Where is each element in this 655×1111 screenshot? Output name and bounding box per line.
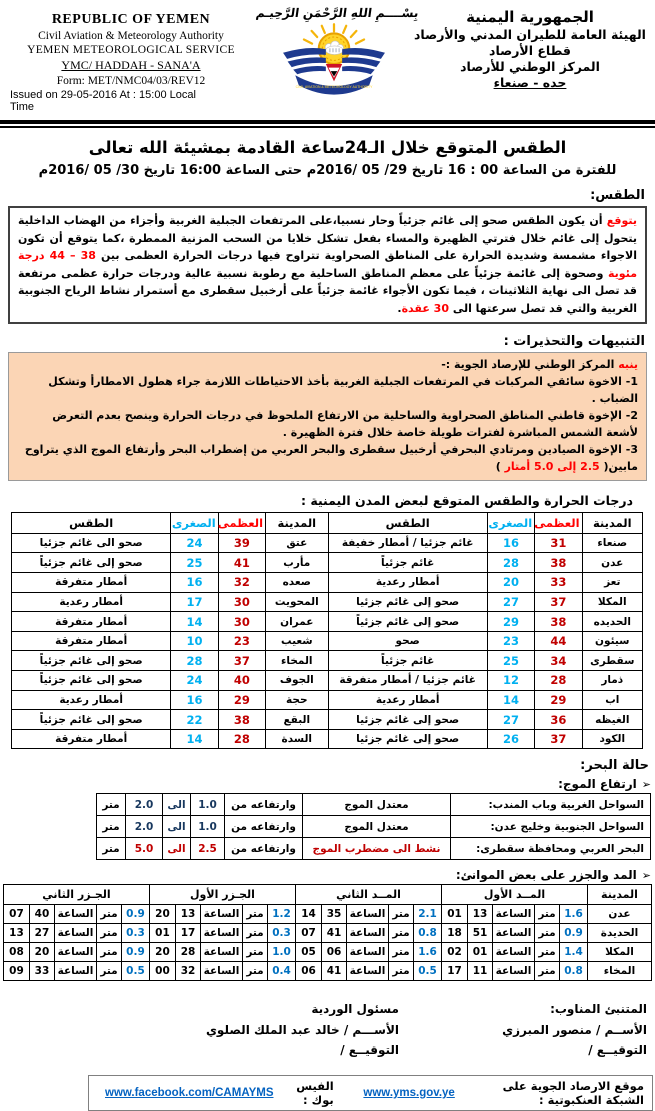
col-header-tide-group: المــد الثاني [296,885,442,905]
tide-minute: 27 [29,924,54,943]
port-name: المكلا [588,943,652,962]
city-name: الكود [582,729,642,749]
max-temp: 23 [218,631,265,651]
col-header-min: الصغرى [487,512,534,533]
min-temp: 14 [487,690,534,710]
min-temp: 27 [487,592,534,612]
meter-label: متر [243,943,268,962]
temperature-row [12,710,643,730]
min-temp: 14 [171,729,218,749]
wave-height-heading [0,777,651,791]
meter-label: متر [535,905,560,924]
tide-minute: 13 [176,905,201,924]
to-word: الى [163,816,191,838]
col-header-city: المدينة [588,885,652,905]
meter-label: متر [535,962,560,981]
tide-height: 1.6 [414,943,442,962]
warnings-lead-red: ينبه [618,357,638,371]
forecast-text-1: أن يكون الطقس صحو إلى غائم جزئياً وحار نسبيا،على المرتفعات الجبلية الغربية وأجزاء من الهضاب الداخلية يتحول إلى غائم خلال فترتي الظهيرة والمساء بفعل تشكل خلايا من السحب المزنية الممطرة ،كما يتوقع أن تكون الاجواء مشمسة وشديدة الحرارة على المناطق الصحراوية تتراوح فيها درجات الحرارة العظمى بين [18,214,637,263]
hour-label: الساعة [493,962,535,981]
max-temp: 30 [218,612,265,632]
city-name: عدن [582,553,642,573]
col-header-max: العظمى [535,512,582,533]
section-sea-heading: حالة البحر: [580,758,649,774]
meter-label: متر [96,924,121,943]
col-header-city: المدينة [266,512,328,533]
tide-minute: 17 [176,924,201,943]
forecast-text-2: وصحوة إلى غائمة جزئياً على معظم المناطق الساحلية مع رطوبة نسبية عالية ودرجات حرارة عظمى مرتفعة قد تصل الى نهاية الثلاثينات ، فيما تكون الأجواء غائمة جزئياً على أرخبيل سقطرى مع أستمرار نشاط الرياح الجنوبية الغربية والتي قد تصل سرعتها الى [18,266,637,315]
tide-height: 0.8 [560,962,588,981]
signature-area [0,999,651,1060]
temperature-row [12,729,643,749]
office-location-en: YMC/ HADDAH - SANA'A [61,58,201,72]
meter-label: متر [243,962,268,981]
city-name: حجة [266,690,328,710]
temperature-row [12,631,643,651]
wave-height-to: 5.0 [126,838,163,860]
col-header-min: الصغرى [171,512,218,533]
sea-state-row [97,816,651,838]
tide-minute: 35 [322,905,347,924]
unit-label: متر [97,838,126,860]
separator-thin-rule [0,126,655,128]
meter-label: متر [389,924,414,943]
min-temp: 16 [171,573,218,593]
tide-hour: 08 [3,943,29,962]
meter-label: متر [243,924,268,943]
tide-hour: 17 [442,962,468,981]
hour-label: الساعة [201,905,243,924]
temperature-row [12,612,643,632]
meter-label: متر [96,905,121,924]
bulletin-title: الطقس المتوقع خلال الـ24ساعة القادمة بمشيئة الله تعالى [88,138,567,157]
shift-officer-role: مسئول الوردية [311,1002,399,1017]
tide-height: 0.9 [121,943,149,962]
letterhead-arabic [411,6,649,90]
hour-label: الساعة [54,962,96,981]
tide-height: 0.9 [121,905,149,924]
min-temp: 28 [487,553,534,573]
warning-item-3-text: 3- الإخوة الصيادين ومرتادي البحرفي أرخبيل سقطرى والبحر العربي من إضطراب البحر وأرتفاع الموج الذي يتراوح مابين( [24,442,638,473]
tide-minute: 28 [176,943,201,962]
weather-desc: صحو إلى غائم جزئيا [328,592,487,612]
col-header-tide-group: الجـزر الأول [149,885,295,905]
to-word: الى [163,794,191,816]
meter-label: متر [535,924,560,943]
meter-label: متر [96,943,121,962]
max-temp: 32 [218,573,265,593]
warning-item-3-close: ) [495,459,505,473]
forecast-wind-speed: 30 عقدة [401,301,449,315]
tide-minute: 01 [468,943,493,962]
min-temp: 16 [171,690,218,710]
tide-height: 0.3 [121,924,149,943]
rise-label: وارتفاعه من [225,838,303,860]
forecast-paragraph [8,206,647,324]
port-name: عدن [588,905,652,924]
yemen-flag-icon [325,64,341,81]
tide-hour: 00 [149,962,175,981]
city-name: الحديده [582,612,642,632]
weather-desc: أمطار متفرقة [12,631,171,651]
max-temp: 44 [535,631,582,651]
min-temp: 12 [487,671,534,691]
temperature-row [12,651,643,671]
city-name: شعيب [266,631,328,651]
forecaster-signature-block [399,999,651,1060]
center-name-ar: المركز الوطني للأرصاد [460,59,600,74]
hour-label: الساعة [347,924,389,943]
min-temp: 20 [487,573,534,593]
tide-height: 1.0 [268,943,296,962]
forecast-lead: يتوقع [606,214,637,227]
min-temp: 24 [171,671,218,691]
city-name: سقطرى [582,651,642,671]
to-word: الى [163,838,191,860]
bismillah-calligraphy: بِسْــــمِ اللهِ الرَّحْمَنِ الرَّحِيـم [255,6,420,20]
warnings-lead-text: المركز الوطني للإرصاد الجوية :- [441,357,619,371]
city-name: ذمار [582,671,642,691]
city-name: عتق [266,533,328,553]
bulletin-body [0,138,655,1111]
tide-hour: 20 [149,943,175,962]
tide-hour: 18 [442,924,468,943]
issued-time-clipped: Time [10,101,35,113]
tide-hour: 20 [149,905,175,924]
weather-desc: أمطار رعدية [328,573,487,593]
wave-height-from: 1.0 [191,816,225,838]
logo-banner-text: CIVIL AVIATION & METEOROLOGY AUTHORITY [295,84,372,89]
temperature-row [12,592,643,612]
warning-item-3-range: 2.5 إلى 5.0 أمتار [504,459,600,473]
weather-desc: أمطار متفرقة [12,612,171,632]
tide-hour: 01 [149,924,175,943]
tide-minute: 41 [322,924,347,943]
weather-desc: أمطار رعدية [12,690,171,710]
col-header-tide-group: الجـزر الثاني [3,885,149,905]
forecast-temp-range: 38 – 44 درجة مئوية [18,249,637,280]
camay-logo [281,22,387,104]
city-name: سيئون [582,631,642,651]
unit-label: متر [97,794,126,816]
city-name: تعز [582,573,642,593]
wave-description: نشط الى مضطرب الموج [303,838,451,860]
max-temp: 37 [218,651,265,671]
min-temp: 29 [487,612,534,632]
min-temp: 26 [487,729,534,749]
website-box [88,1075,653,1111]
city-name: السدة [266,729,328,749]
city-name: الغيظه [582,710,642,730]
tides-table [3,884,652,981]
authority-name-en: Civil Aviation & Meteorology Authority [38,30,224,42]
tide-height: 1.6 [560,905,588,924]
city-name: المحويت [266,592,328,612]
min-temp: 27 [487,710,534,730]
hour-label: الساعة [347,943,389,962]
temperature-row [12,553,643,573]
col-header-weather: الطقس [328,512,487,533]
tide-minute: 13 [468,905,493,924]
wave-height-label: ارتفاع الموج: [558,777,637,792]
tides-label: المد والجزر على بعض الموانئ: [455,868,637,883]
tide-height: 0.8 [414,924,442,943]
weather-desc: صحو الى غائم جزئيا [12,533,171,553]
min-temp: 17 [171,592,218,612]
hour-label: الساعة [347,905,389,924]
max-temp: 33 [535,573,582,593]
unit-label: متر [97,816,126,838]
wave-description: معتدل الموج [303,794,451,816]
weather-desc: صحو إلى غائم جزئياً [12,671,171,691]
max-temp: 40 [218,671,265,691]
letterhead-english [6,6,256,113]
hour-label: الساعة [54,905,96,924]
weather-desc: أمطار رعدية [12,592,171,612]
weather-desc: صحو إلى غائم جزئياً [12,710,171,730]
wave-height-to: 2.0 [126,816,163,838]
tides-heading [0,868,651,882]
max-temp: 37 [535,592,582,612]
warning-item-3 [17,441,638,475]
tide-row [3,924,651,943]
hour-label: الساعة [201,924,243,943]
letterhead-center [255,6,420,108]
weather-desc: أمطار رعدية [328,690,487,710]
hour-label: الساعة [54,943,96,962]
max-temp: 37 [535,729,582,749]
max-temp: 29 [535,690,582,710]
issued-on-line: Issued on 29-05-2016 At : 15:00 Local [10,89,196,101]
max-temp: 30 [218,592,265,612]
max-temp: 38 [535,553,582,573]
weather-desc: غائم جزئيا / أمطار خفيفة [328,533,487,553]
min-temp: 23 [487,631,534,651]
separator-thick-rule [0,120,655,124]
coast-label: السواحل الجنوبية وخليج عدن: [451,816,651,838]
max-temp: 36 [535,710,582,730]
website-label: موقع الارصاد الجوية على الشبكة العنكبوتية : [502,1078,644,1107]
temperature-row [12,690,643,710]
tide-height: 0.9 [560,924,588,943]
section-warnings-heading: التنبيهات والتحذيرات : [503,333,645,349]
min-temp: 25 [487,651,534,671]
hour-label: الساعة [493,905,535,924]
city-name: المخاء [266,651,328,671]
forecaster-name: الأســم / منصور المبرزي [502,1022,647,1037]
rise-label: وارتفاعه من [225,816,303,838]
tide-minute: 51 [468,924,493,943]
arrow-bullet-icon: ➢ [641,777,651,791]
country-name-ar: الجمهورية اليمنية [466,8,594,26]
tide-hour: 07 [3,905,29,924]
city-name: الجوف [266,671,328,691]
tide-height: 0.5 [414,962,442,981]
col-header-city: المدينة [582,512,642,533]
forecast-period: للفترة من الساعة 00 : 16 تاريخ 29/ 05 /2016م حتى الساعة 16:00 تاريخ 30/ 05 /2016م [38,163,617,178]
max-temp: 31 [535,533,582,553]
max-temp: 34 [535,651,582,671]
rise-label: وارتفاعه من [225,794,303,816]
min-temp: 14 [171,612,218,632]
city-name: صعده [266,573,328,593]
tide-hour: 01 [442,905,468,924]
warnings-lead-line [17,356,638,373]
tide-minute: 32 [176,962,201,981]
service-name-en: YEMEN METEOROLOGICAL SERVICE [27,44,235,56]
shift-officer-signature-block [69,999,399,1060]
weather-desc: صحو إلى غائم جزئياً [12,651,171,671]
city-name: المكلا [582,592,642,612]
max-temp: 38 [535,612,582,632]
sector-name-ar: قطاع الأرصاد [489,43,571,58]
meter-label: متر [389,905,414,924]
facebook-label: الفيس بوك : [296,1078,334,1107]
warning-item-2: 2- الإخوة قاطني المناطق الصحراوية والساحلية من الارتفاع الملحوظ في درجات الحرارة وينصح بعدم التعرض لأشعة الشمس المباشرة لفترات طويلة خاصة خلال فترة الظهيرة . [52,408,638,439]
tide-height: 1.4 [560,943,588,962]
tide-row [3,962,651,981]
country-name-en: REPUBLIC OF YEMEN [51,12,211,27]
tide-row [3,943,651,962]
authority-name-ar: الهيئة العامة للطيران المدني والأرصاد [414,27,646,42]
hour-label: الساعة [493,943,535,962]
tide-minute: 20 [29,943,54,962]
weather-desc: أمطار متفرقة [12,729,171,749]
letterhead [0,0,655,118]
forecast-text-3: . [397,301,402,315]
forecaster-role: المتنبئ المناوب: [550,1002,647,1017]
facebook-link[interactable]: www.facebook.com/CAMAYMS [105,1086,274,1099]
shift-officer-signature-line: التوقيــع / [340,1043,399,1058]
warnings-box [8,352,647,481]
min-temp: 28 [171,651,218,671]
min-temp: 10 [171,631,218,651]
tide-height: 0.5 [121,962,149,981]
weather-desc: صحو إلى غائم جزئيا [328,729,487,749]
tide-hour: 09 [3,962,29,981]
weather-desc: صحو [328,631,487,651]
tide-hour: 07 [296,924,322,943]
form-number: Form: MET/NMC04/03/REV12 [56,75,206,87]
temperature-row [12,533,643,553]
office-location-ar: حده - صنعاء [493,75,567,90]
meter-label: متر [389,962,414,981]
shift-officer-name: الأســـم / خالد عبد الملك الصلوي [205,1022,399,1037]
max-temp: 41 [218,553,265,573]
tide-minute: 41 [322,962,347,981]
city-name: البقع [266,710,328,730]
max-temp: 39 [218,533,265,553]
tide-hour: 14 [296,905,322,924]
city-name: مأرب [266,553,328,573]
hour-label: الساعة [201,943,243,962]
hour-label: الساعة [347,962,389,981]
port-name: المخاء [588,962,652,981]
min-temp: 24 [171,533,218,553]
forecaster-signature-line: التوقيــع / [588,1043,647,1058]
weather-desc: غائم جزئياً [328,651,487,671]
meter-label: متر [96,962,121,981]
max-temp: 28 [535,671,582,691]
wave-height-to: 2.0 [126,794,163,816]
sea-state-row [97,838,651,860]
tide-minute: 33 [29,962,54,981]
col-header-tide-group: المــد الأول [442,885,588,905]
section-temps-heading: درجات الحرارة والطقس المتوقع لبعض المدن اليمنية : [301,492,633,508]
wave-height-from: 2.5 [191,838,225,860]
tide-minute: 11 [468,962,493,981]
max-temp: 38 [218,710,265,730]
temperatures-table [11,512,643,750]
tide-row [3,905,651,924]
weather-desc: صحو إلى غائم جزئيا [328,710,487,730]
city-name: اب [582,690,642,710]
weather-desc: صحو إلى غائم جزئياً [12,553,171,573]
website-link[interactable]: www.yms.gov.ye [363,1086,455,1099]
tide-minute: 40 [29,905,54,924]
temperature-row [12,671,643,691]
min-temp: 22 [171,710,218,730]
port-name: الحديدة [588,924,652,943]
max-temp: 29 [218,690,265,710]
section-weather-heading: الطقس: [590,188,645,203]
tide-hour: 02 [442,943,468,962]
hour-label: الساعة [493,924,535,943]
min-temp: 16 [487,533,534,553]
tide-height: 2.1 [414,905,442,924]
hour-label: الساعة [201,962,243,981]
col-header-max: العظمى [218,512,265,533]
weather-desc: أمطار متفرقة [12,573,171,593]
coast-label: البحر العربي ومحافظة سقطرى: [451,838,651,860]
min-temp: 25 [171,553,218,573]
max-temp: 28 [218,729,265,749]
hour-label: الساعة [54,924,96,943]
tide-height: 0.4 [268,962,296,981]
tide-hour: 05 [296,943,322,962]
city-name: عمران [266,612,328,632]
weather-desc: صحو إلى غائم جزئياً [328,612,487,632]
meter-label: متر [535,943,560,962]
wave-height-from: 1.0 [191,794,225,816]
meter-label: متر [389,943,414,962]
sea-state-table [96,793,651,860]
wave-description: معتدل الموج [303,816,451,838]
meter-label: متر [243,905,268,924]
tide-height: 0.3 [268,924,296,943]
col-header-weather: الطقس [12,512,171,533]
arrow-bullet-icon: ➢ [641,868,651,882]
tide-hour: 06 [296,962,322,981]
tide-hour: 13 [3,924,29,943]
weather-desc: غائم جزئيا / أمطار متفرقة [328,671,487,691]
warning-item-1: 1- الاخوة سائقي المركبات في المرتفعات الجبلية الغربية بأخذ الاحتياطات اللازمة جراء هطول الامطارأ وتشكل الضباب . [48,374,638,405]
tide-height: 1.2 [268,905,296,924]
weather-desc: غائم جزئياً [328,553,487,573]
coast-label: السواحل الغربية وباب المندب: [451,794,651,816]
temperature-row [12,573,643,593]
sea-state-row [97,794,651,816]
tide-minute: 06 [322,943,347,962]
city-name: صنعاء [582,533,642,553]
